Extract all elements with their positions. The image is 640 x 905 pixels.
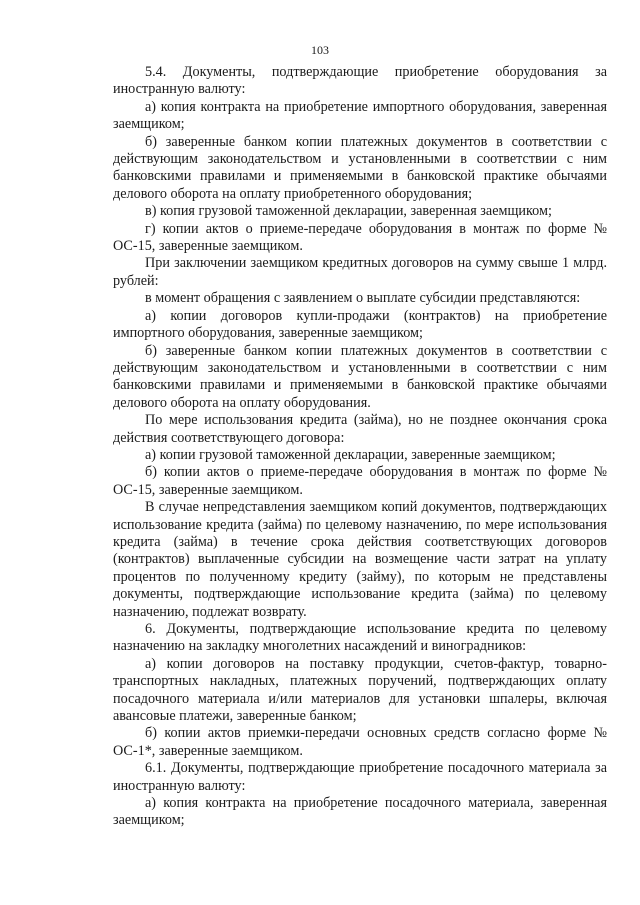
paragraph: б) заверенные банком копии платежных документов в соответствии с действующим законодательством и установленными в соответствии с ним банковскими правилами и применяемыми в банковской практике обычаями делового оборота на оплату приобретенного оборудования;: [113, 133, 607, 202]
paragraph: г) копии актов о приеме-передаче оборудования в монтаж по форме № ОС-15, заверенные заемщиком.: [113, 220, 607, 255]
paragraph: а) копия контракта на приобретение посадочного материала, заверенная заемщиком;: [113, 795, 607, 829]
paragraph: 6. Документы, подтверждающие использование кредита по целевому назначению на закладку многолетних насаждений и виноградников:: [113, 621, 607, 655]
paragraph: в) копия грузовой таможенной декларации, заверенная заемщиком;: [145, 203, 552, 220]
document-body: [113, 64, 607, 830]
paragraph: б) заверенные банком копии платежных документов в соответствии с действующим законодательством и установленными в соответствии с ним банковскими правилами и применяемыми в банковской практике обычаями делового оборота на оплату оборудования.: [113, 342, 607, 411]
paragraph: в момент обращения с заявлением о выплате субсидии представляются:: [145, 290, 581, 307]
paragraph: В случае непредставления заемщиком копий документов, подтверждающих использование кредита (займа) по целевому назначению, по мере использования кредита (займа) в течение срока действия соответствующих договоров (контрактов) выплаченные субсидии на возмещение части затрат на уплату процентов по полученному кредиту (займу), по которым не представлены документы, подтверждающие использование кредита (займа) по целевому назначению, подлежат возврату.: [113, 499, 607, 620]
paragraph: а) копии договоров купли-продажи (контрактов) на приобретение импортного оборудования, заверенные заемщиком;: [113, 307, 607, 342]
paragraph: б) копии актов о приеме-передаче оборудования в монтаж по форме № ОС-15, заверенные заемщиком.: [113, 464, 607, 498]
paragraph: а) копия контракта на приобретение импортного оборудования, заверенная заемщиком;: [113, 98, 607, 133]
paragraph: б) копии актов приемки-передачи основных средств согласно форме № ОС-1*, заверенные заемщиком.: [113, 725, 607, 759]
paragraph: а) копии грузовой таможенной декларации, заверенные заемщиком;: [145, 446, 556, 463]
page-number: 103: [311, 43, 329, 57]
paragraph: По мере использования кредита (займа), но не позднее окончания срока действия соответствующего договора:: [113, 412, 607, 446]
paragraph: При заключении заемщиком кредитных договоров на сумму свыше 1 млрд. рублей:: [113, 255, 607, 289]
paragraph: 6.1. Документы, подтверждающие приобретение посадочного материала за иностранную валюту:: [113, 760, 607, 794]
paragraph: 5.4. Документы, подтверждающие приобретение оборудования за иностранную валюту:: [113, 64, 607, 98]
paragraph: а) копии договоров на поставку продукции, счетов-фактур, товарно-транспортных накладных, платежных поручений, подтверждающих оплату посадочного материала и/или материалов для установки шпалеры, включая авансовые платежи, заверенные банком;: [113, 655, 607, 725]
